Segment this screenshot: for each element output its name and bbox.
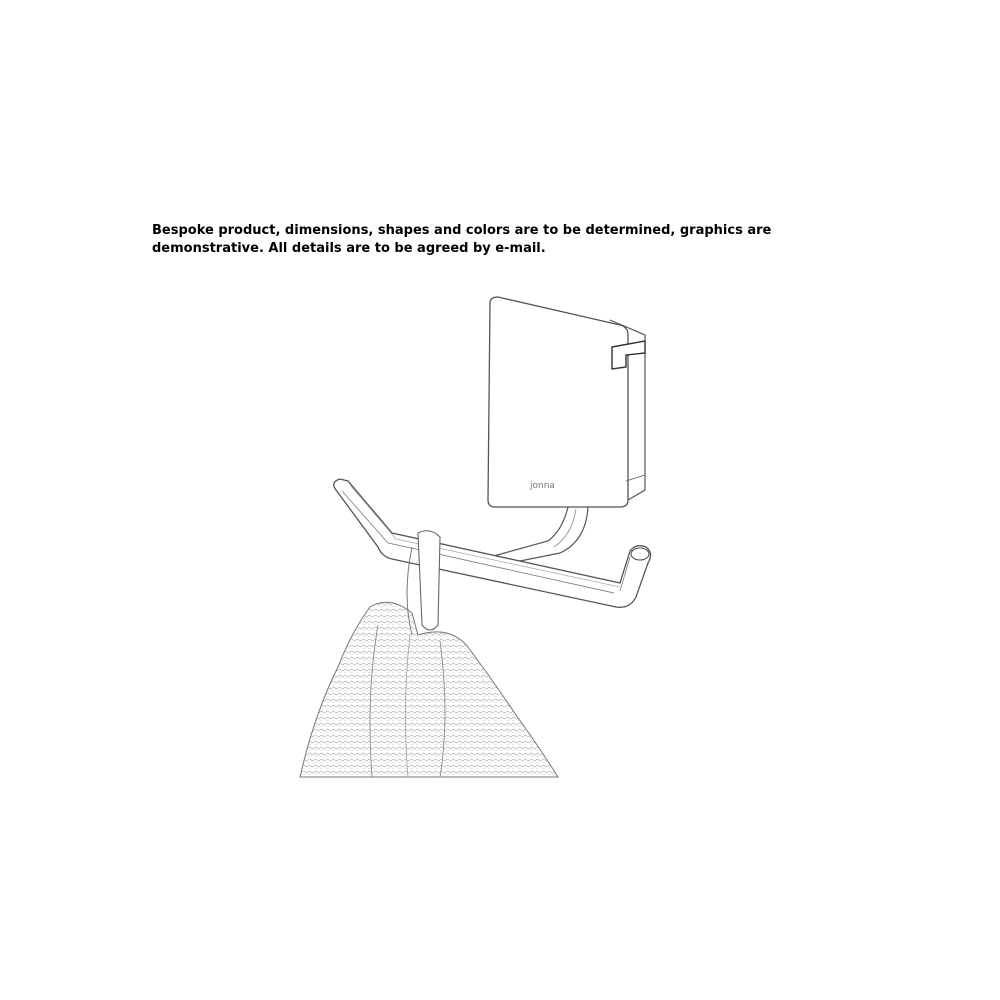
disclaimer-line-2: demonstrative. All details are to be agreed by e-mail. <box>152 241 546 256</box>
towel-hook-sketch <box>290 295 670 780</box>
product-illustration <box>290 295 670 780</box>
mounting-plate <box>488 297 645 507</box>
hook-neck <box>490 507 588 565</box>
brand-logo: jonna <box>530 481 555 491</box>
disclaimer-text <box>152 222 792 258</box>
disclaimer-line-1: Bespoke product, dimensions, shapes and colors are to be determined, graphics are <box>152 223 772 238</box>
